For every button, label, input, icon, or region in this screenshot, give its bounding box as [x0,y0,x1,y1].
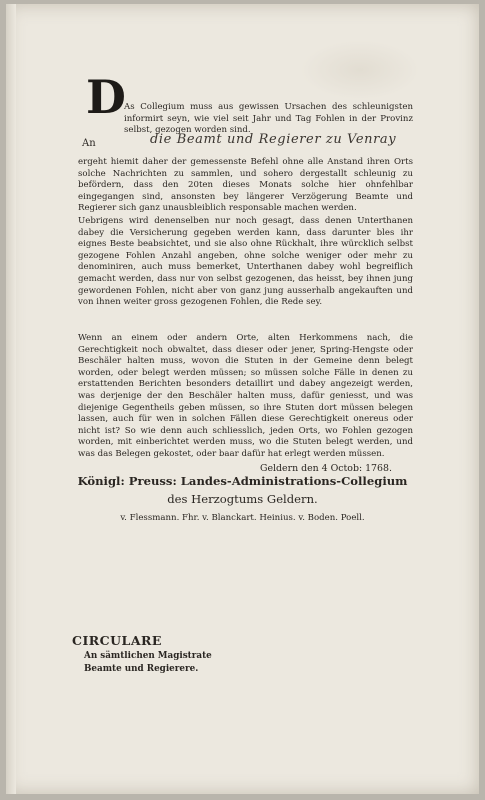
paragraph-order: ergeht hiemit daher der gemessenste Befehl ohne alle Anstand ihren Orts solche Nachrichten zu sammlen, und sohero dergestallt schleunig zu befördern, dass den 20ten dieses Monats solche hier ohnfehlbar eingegangen sind, ansonsten bey längerer Verzögerung Beamte und Regierer sich ganz unausbleiblich responsable machen werden. [78,157,413,214]
circulare-recipients-2: Beamte und Regierere. [84,664,199,674]
paper-stain [300,40,420,100]
handwritten-addressee: die Beamt und Regierer zu Venray [150,132,397,147]
circulare-title: CIRCULARE [72,633,162,648]
intro-paragraph: As Collegium muss aus gewissen Ursachen des schleunigsten informirt seyn, wie viel seit Jahr und Tag Fohlen in der Provinz selbst, gezogen worden sind. [124,102,413,136]
drop-cap: D [86,70,126,124]
signatories: v. Flessmann. Fhr. v. Blanckart. Heinius. v. Boden. Poell. [120,513,365,523]
paragraph-assurance: Uebrigens wird denenselben nur noch gesagt, dass denen Unterthanen dabey die Versicherung gegeben werden kann, dass darunter bles ihr eignes Beste beabsichtet, und sie also ohne Rückhalt, ihre würcklich selbst gezogene Fohlen Anzahl angeben, ohne solche weniger oder mehr zu denominiren, auch muss bemerket, Unterthanen dabey wohl begreiflich gemacht werden, dass nur von selbst gezogenen, das heisst, bey ihnen jung gewordenen Fohlen, nicht aber von ganz jung ausserhalb angekauften und von ihnen weiter gross gezogenen Fohlen, die Rede sey. [78,216,413,308]
paper-edge [6,4,16,794]
circulare-recipients-1: An sämtlichen Magistrate [84,651,212,661]
issuing-authority: Königl: Preuss: Landes-Administrations-Collegium [77,474,408,488]
paragraph-stallions: Wenn an einem oder andern Orte, alten Herkommens nach, die Gerechtigkeit noch obwaltet, dass dieser oder jener, Spring-Hengste oder Beschäler halten muss, wovon die Stuten in der Gemeine denn belegt worden, oder belegt werden müssen; so müssen solche Fälle in denen zu erstattenden Berichten besonders detaillirt und dabey angezeigt werden, was derjenige der den Beschäler halten muss, dafür geniesst, und was diejenige Gegentheils geben müssen, so ihre Stuten dort müssen belegen lassen, auch für wen in solchen Fällen diese Gerechtigkeit onereus oder nicht ist? So wie denn auch schliesslich, jeden Orts, wo Fohlen gezogen worden, mit einberichtet werden muss, wo die Stuten belegt werden, und was das Belegen gekostet, oder baar dafür hat erlegt werden müssen. [78,333,413,459]
issue-date: Geldern den 4 Octob: 1768. [260,463,392,474]
issuing-authority-region: des Herzogtums Geldern. [167,492,318,506]
addressee-prefix: An [82,138,96,149]
